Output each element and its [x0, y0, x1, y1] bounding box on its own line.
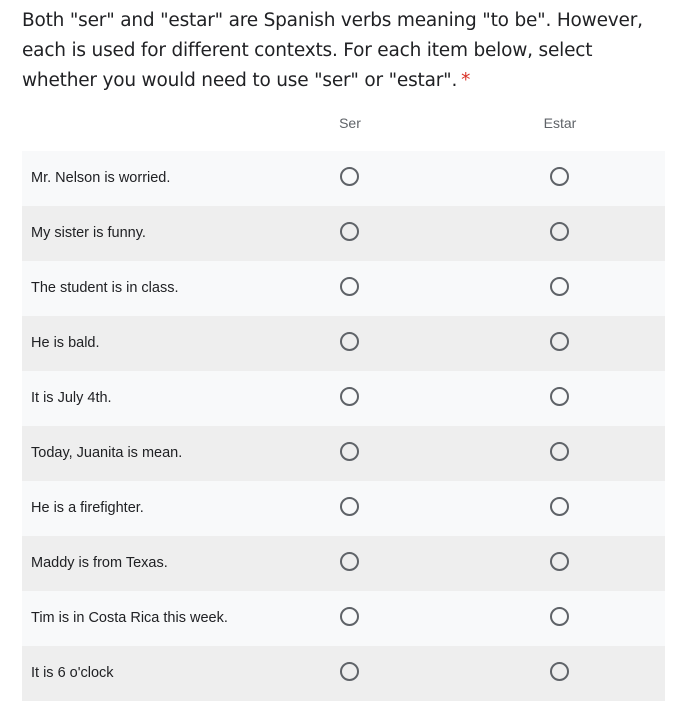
grid-row	[22, 646, 665, 701]
row-label: My sister is funny.	[31, 225, 146, 241]
row-label: Mr. Nelson is worried.	[31, 170, 171, 186]
radio-estar[interactable]	[550, 387, 569, 406]
radio-ser[interactable]	[340, 607, 359, 626]
grid-row	[22, 371, 665, 426]
grid-header-row	[22, 108, 665, 151]
row-label: He is bald.	[31, 335, 100, 351]
grid-row	[22, 261, 665, 316]
row-label: Maddy is from Texas.	[31, 555, 168, 571]
row-label: Tim is in Costa Rica this week.	[31, 610, 228, 626]
radio-ser[interactable]	[340, 277, 359, 296]
row-label: It is July 4th.	[31, 390, 112, 406]
question-title	[22, 6, 672, 96]
column-header-ser: Ser	[339, 115, 361, 131]
radio-ser[interactable]	[340, 662, 359, 681]
radio-estar[interactable]	[550, 222, 569, 241]
radio-estar[interactable]	[550, 497, 569, 516]
choice-grid	[22, 108, 665, 701]
radio-estar[interactable]	[550, 662, 569, 681]
row-label: It is 6 o'clock	[31, 665, 114, 681]
row-label: Today, Juanita is mean.	[31, 445, 183, 461]
radio-ser[interactable]	[340, 497, 359, 516]
radio-ser[interactable]	[340, 222, 359, 241]
grid-row	[22, 316, 665, 371]
required-asterisk: *	[461, 70, 471, 91]
grid-row	[22, 206, 665, 261]
grid-row	[22, 536, 665, 591]
row-label: The student is in class.	[31, 280, 179, 296]
radio-ser[interactable]	[340, 442, 359, 461]
column-header-estar: Estar	[543, 115, 577, 131]
grid-row	[22, 426, 665, 481]
radio-estar[interactable]	[550, 442, 569, 461]
radio-ser[interactable]	[340, 167, 359, 186]
grid-row	[22, 481, 665, 536]
radio-estar[interactable]	[550, 332, 569, 351]
grid-row	[22, 151, 665, 206]
radio-estar[interactable]	[550, 277, 569, 296]
radio-ser[interactable]	[340, 387, 359, 406]
radio-estar[interactable]	[550, 552, 569, 571]
grid-row	[22, 591, 665, 646]
radio-estar[interactable]	[550, 607, 569, 626]
radio-ser[interactable]	[340, 552, 359, 571]
row-label: He is a firefighter.	[31, 500, 144, 516]
question-text: Both "ser" and "estar" are Spanish verbs meaning "to be". However, each is used for different contexts. For each item below, select whether you would need to use "ser" or "estar".	[22, 10, 643, 91]
radio-estar[interactable]	[550, 167, 569, 186]
radio-ser[interactable]	[340, 332, 359, 351]
